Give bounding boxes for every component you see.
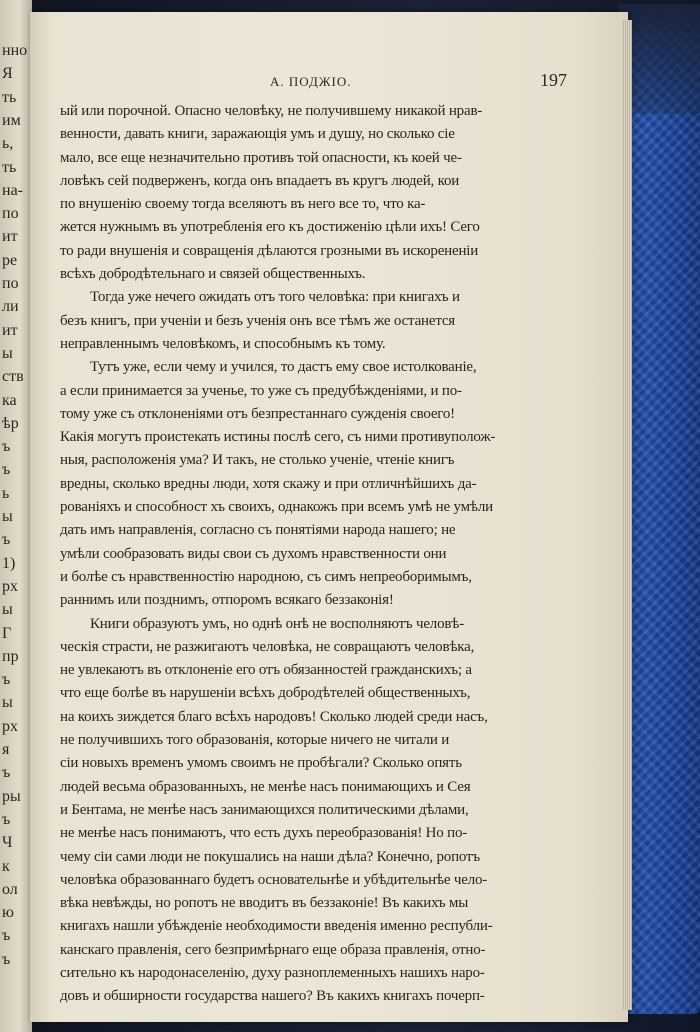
text-line: сительно къ народонаселенію, духу разноплеменныхъ нашихъ наро- [60,964,485,981]
left-page-fragment: ы [2,508,13,525]
left-page-fragment: пр [2,647,19,665]
text-line: на коихъ зиждется благо всѣхъ народовъ! Сколько людей среди насъ, [60,708,488,725]
text-line: рованіяхъ и способност хъ своихъ, однакожъ при всемъ умѣ не умѣли [60,499,493,516]
text-line: людей весьма образованныхъ, не менѣе насъ понимающихъ и Сея [60,778,471,795]
text-line: безъ книгъ, при ученіи и безъ ученія онъ все тѣмъ же останется [60,312,456,329]
left-page-fragment: ѣр [2,414,19,432]
text-line: чему сіи сами люди не покушались на наши дѣла? Конечно, ропотъ [60,848,480,865]
left-page-fragment: ы [2,344,13,362]
text-line: не получившихъ того образованія, которые ничего не читали и [60,732,450,749]
text-line: жется нужнымъ въ употребленія его къ достиженію цѣли ихъ! Сего [60,219,480,236]
text-line: а если принимается за ученье, то уже съ предубѣжденіями, и по- [60,382,462,399]
running-head: А. ПОДЖІО. [270,74,352,89]
text-line: ческія страсти, не разжигаютъ человѣка, не совращаютъ человѣка, [60,638,475,655]
text-line: что еще болѣе въ нарушеніи всѣхъ добродѣтелей общественныхъ, [60,685,471,702]
text-line: венности, давать книги, заражающія умъ и душу, но сколько сіе [60,126,455,143]
left-page-fragment: я [2,741,10,758]
text-line: дать имъ направленія, согласно съ понятіями народа нашего; не [60,522,456,539]
book-page [30,12,628,1022]
left-page-fragment: ре [2,251,18,269]
left-page-fragment: ка [2,391,17,409]
left-page-fragment: ит [2,228,18,246]
text-line: книгахъ нашли убѣжденіе необходимости введенія именно республи- [60,918,493,935]
left-page-fragment: Я [2,65,13,83]
page-number: 197 [540,70,567,90]
left-page-fragment: Г [2,624,12,642]
left-page-fragment: ры [2,787,21,805]
text-line: и Бентама, не менѣе насъ занимающихся политическими дѣлами, [60,801,469,818]
page-stack-edge [622,20,632,1010]
text-line: неправленнымъ человѣкомъ, и способнымъ къ тому. [60,335,386,352]
left-page-fragment: ть [2,88,17,106]
left-page-fragment: рх [2,577,18,595]
left-page-fragment: ь, [2,135,14,153]
left-page-fragment: ть [2,158,17,176]
left-page-fragment: ы [2,694,13,712]
text-line: канскаго правленія, сего безпримѣрнаго еще образа правленія, отно- [60,941,486,958]
left-page-fragment: ъ [2,764,11,782]
text-line: довъ и обширности государства нашего? Въ какихъ книгахъ почерп- [60,988,485,1005]
left-page-fragment: по [2,205,19,223]
left-page-fragment: ств [2,368,24,386]
left-page-fragment: им [2,111,21,129]
text-line: сіи новыхъ временъ умомъ своимъ не пробѣгали? Сколько опять [60,755,462,772]
left-page-fragment: ъ [2,671,11,689]
text-line: мало, все еще незначительно противъ той опасности, къ коей че- [60,149,462,166]
text-line: и болѣе съ нравственностію народною, съ симъ непреоборимымъ, [60,568,472,585]
left-page-fragment: ъ [2,810,11,828]
text-line: всѣхъ добродѣтельнаго и связей общественныхъ. [60,266,366,283]
text-line: Книги образуютъ умъ, но однѣ онѣ не восполняютъ человѣ- [90,615,464,632]
left-page-edge [0,0,32,1032]
left-page-fragment: ли [2,298,19,316]
text-line: ловѣкъ сей подверженъ, когда онъ впадаетъ въ кругъ людей, кои [60,172,460,189]
text-line: по внушенію своему тогда вселяютъ въ него все то, что ка- [60,196,426,213]
left-page-fragment: ъ [2,461,11,479]
text-line: Какія могутъ проистекать истины послѣ сего, съ ними противуполож- [60,429,496,446]
left-page-fragment: рх [2,717,18,735]
left-page-fragment: по [2,275,19,292]
left-page-fragment: ъ [2,927,11,945]
left-page-fragment: ит [2,321,18,339]
text-line: ныя, расположенія ума? И такъ, не столько ученіе, чтеніе книгъ [60,452,455,469]
left-page-fragment: ъ [2,531,11,549]
text-line: вредны, сколько вредны люди, хотя скажу и при отличнѣйшихъ да- [60,475,477,492]
left-page-fragment: 1) [2,554,16,572]
left-page-fragment: ь [2,484,10,502]
text-line: тому уже съ отклоненіями отъ безпрестаннаго сужденія своего! [60,405,455,422]
text-line: человѣка образованнаго будетъ основательнѣе и убѣдительнѣе чело- [60,871,488,888]
text-line: Тогда уже нечего ожидать отъ того человѣка: при книгахъ и [90,289,460,306]
text-line: Тутъ уже, если чему и учился, то дастъ ему свое истолкованіе, [90,359,477,376]
left-page-fragment: ол [2,880,18,898]
left-page-fragment: Ч [2,834,13,852]
body-text [60,100,592,1009]
text-line: не увлекаютъ въ отклоненіе его отъ обязанностей гражданскихъ; а [60,662,472,679]
text-line: то ради внушенія и совращенія дѣлаются грозными въ искорененіи [60,242,479,259]
left-page-fragment: ю [2,904,14,922]
left-page-fragment: ы [2,601,13,619]
text-line: раннимъ или позднимъ, отпоромъ всякаго беззаконія! [60,592,394,609]
left-page-fragment: ъ [2,950,11,968]
left-page-fragment: нно [2,42,28,59]
text-line: вѣка невѣжды, но ропотъ не вводитъ въ беззаконіе! Въ какихъ мы [60,895,469,912]
left-page-fragment: ъ [2,438,11,456]
text-line: ый или порочной. Опасно человѣку, не получившему никакой нрав- [60,103,483,119]
text-line: умѣли сообразовать виды свои съ духомъ нравственности они [60,545,447,562]
left-page-fragment: к [2,857,10,875]
left-page-fragment: на- [2,181,23,199]
text-line: не менѣе насъ понимаютъ, что есть духъ переобразованія! Но по- [60,825,468,842]
